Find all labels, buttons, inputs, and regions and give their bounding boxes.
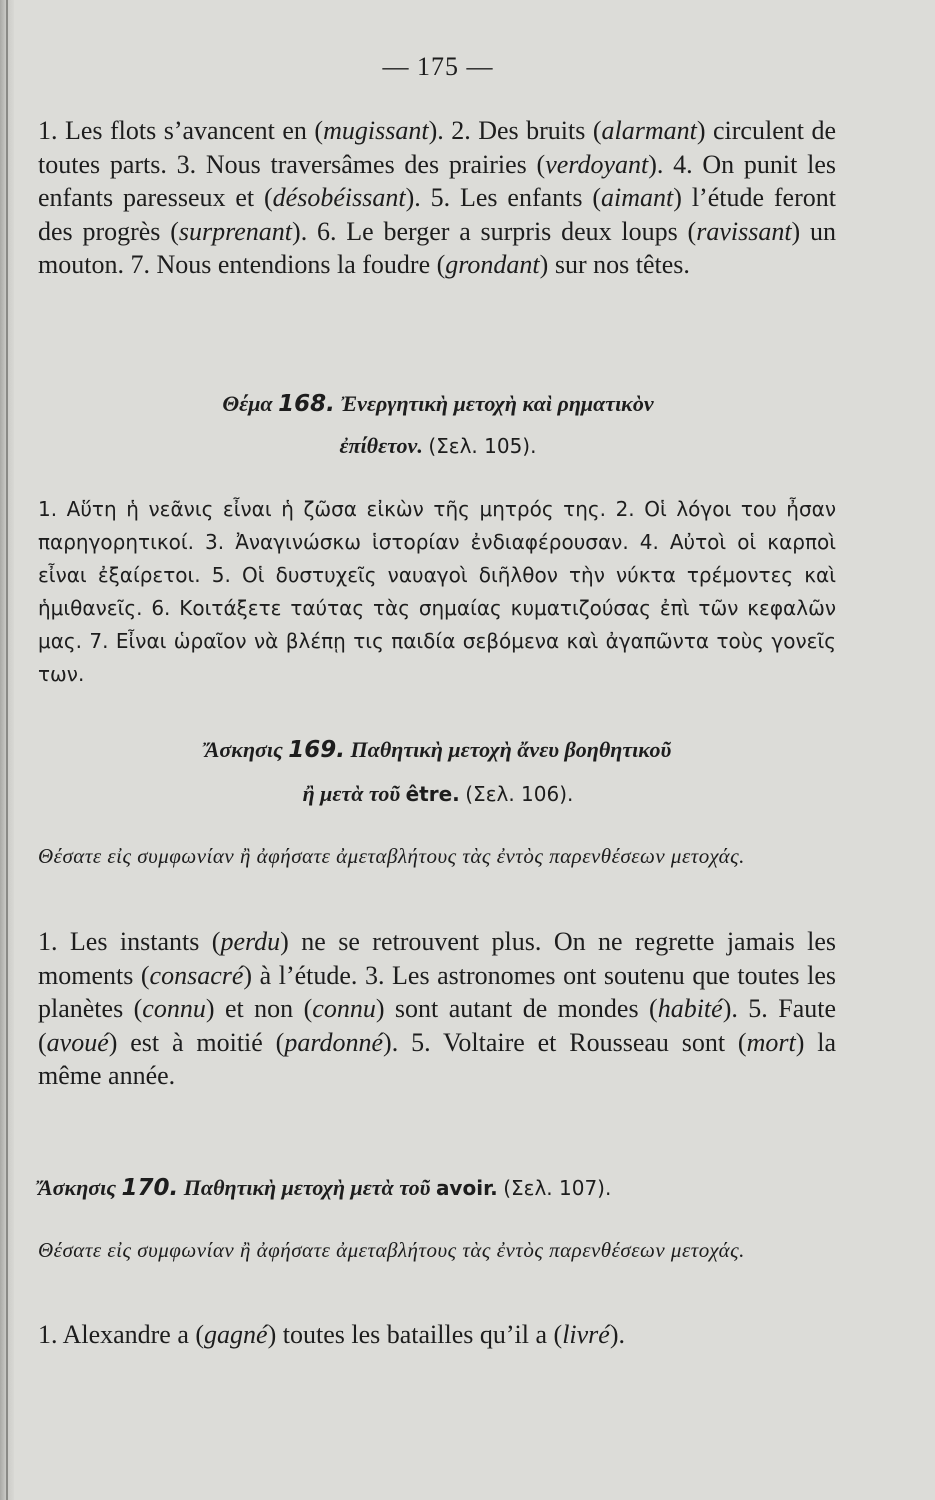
askisis-170-title-fr: avoir. [435,1176,498,1200]
binding-line [6,0,8,1500]
page [38,0,838,1500]
askisis-170-instruction: Θέσατε εἰς συμφωνίαν ἢ ἀφήσατε ἀμεταβλήτους τὰς ἐντὸς παρενθέσεων μετοχάς. [38,1238,745,1262]
ex-170-item-1: 1. Alexandre a (gagné) toutes les batailles qu’il a (livré). [38,1320,626,1349]
thema-168-heading [38,384,838,424]
ex-169-item-5a: 5. Faute (avoué) est à moitié (pardonné). [38,994,837,1057]
askisis-169-ref: (Σελ. 106). [465,782,574,806]
ex-top-item-3: 3. Nous traversâmes des prairies (verdoyant). [176,149,674,179]
askisis-169-text [38,925,836,1093]
ex-top-item-2: 2. Des bruits (alarmant) circulent de toutes parts. [38,116,836,179]
page-number: — 175 — [382,52,494,81]
askisis-170-number: 170. [121,1175,179,1201]
askisis-170-title: Παθητικὴ μετοχὴ μετὰ τοῦ [183,1175,431,1200]
thema-168-text: 1. Αὕτη ἡ νεᾶνις εἶναι ἡ ζῶσα εἰκὼν τῆς μητρός της. 2. Οἱ λόγοι του ἦσαν παρηγορητικοί. 3. Ἀναγινώσκω ἱστορίαν ἐνδιαφέρουσαν. 4. Αὐτοὶ οἱ καρποὶ εἶναι ἐξαίρετοι. 5. Οἱ δυστυχεῖς ναυαγοὶ διῆλθον τὴν νύκτα τρέμοντες καὶ ἡμιθανεῖς. 6. Κοιτάξετε ταύτας τὰς σημαίας κυματιζούσας ἐπὶ τῶν κεφαλῶν μας. 7. Εἶναι ὡραῖον νὰ βλέπῃ τις παιδία σεβόμενα καὶ ἀγαπῶντα τοὺς γονεῖς των. [38,497,836,686]
ex-top-item-6: 6. Le berger a surpris deux loups (ravissant) un mouton. [38,216,836,279]
ex-top-item-1: 1. Les flots s’avancent en (mugissant). [38,116,452,145]
thema-168-title-line2: ἐπίθετον. [339,433,423,458]
exercise-top-text [38,114,836,282]
askisis-170-label: Ἄσκησις [38,1175,117,1200]
askisis-169-heading-line2 [38,774,838,814]
thema-168-title-line1: Ἐνεργητικὴ μετοχὴ καὶ ρηματικὸν [340,391,654,416]
thema-168-ref: (Σελ. 105). [428,434,537,458]
thema-168-label: Θέμα [222,391,273,416]
ex-169-item-3: 3. Les astronomes ont soutenu que toutes les planètes (connu) et non (connu) sont autant de mondes (habité). [38,960,836,1023]
thema-168-heading-line2 [38,426,838,466]
askisis-170-heading [38,1168,838,1208]
askisis-169-number: 169. [288,737,346,763]
ex-169-item-1: 1. Les instants (perdu) ne se retrouvent plus. [38,927,554,956]
askisis-169-title-line1: Παθητικὴ μετοχὴ ἄνευ βοηθητικοῦ [350,737,672,762]
ex-169-item-5b: 5. Voltaire et Rousseau sont (mort) la même année. [38,1027,836,1090]
askisis-169-heading [38,730,838,770]
ex-top-item-5: 5. Les enfants (aimant) l’étude feront des progrès (surprenant). [38,183,836,246]
askisis-169-title-fr: être. [405,782,460,806]
askisis-170-text [38,1318,836,1352]
ex-top-item-4: 4. On punit les enfants paresseux et (désobéissant). [38,149,836,212]
thema-168-number: 168. [278,391,335,417]
askisis-170-ref: (Σελ. 107). [503,1176,612,1200]
askisis-169-label: Ἄσκησις [204,737,283,762]
askisis-169-instruction: Θέσατε εἰς συμφωνίαν ἢ ἀφήσατε ἀμεταβλήτους τὰς ἐντὸς παρενθέσεων μετοχάς. [38,844,745,868]
ex-top-item-7: 7. Nous entendions la foudre (grondant) sur nos têtes. [130,250,690,279]
askisis-169-title-line2: ἢ μετὰ τοῦ [302,781,401,806]
ex-169-item-2: On ne regrette jamais les moments (consacré) à l’étude. [38,927,836,990]
